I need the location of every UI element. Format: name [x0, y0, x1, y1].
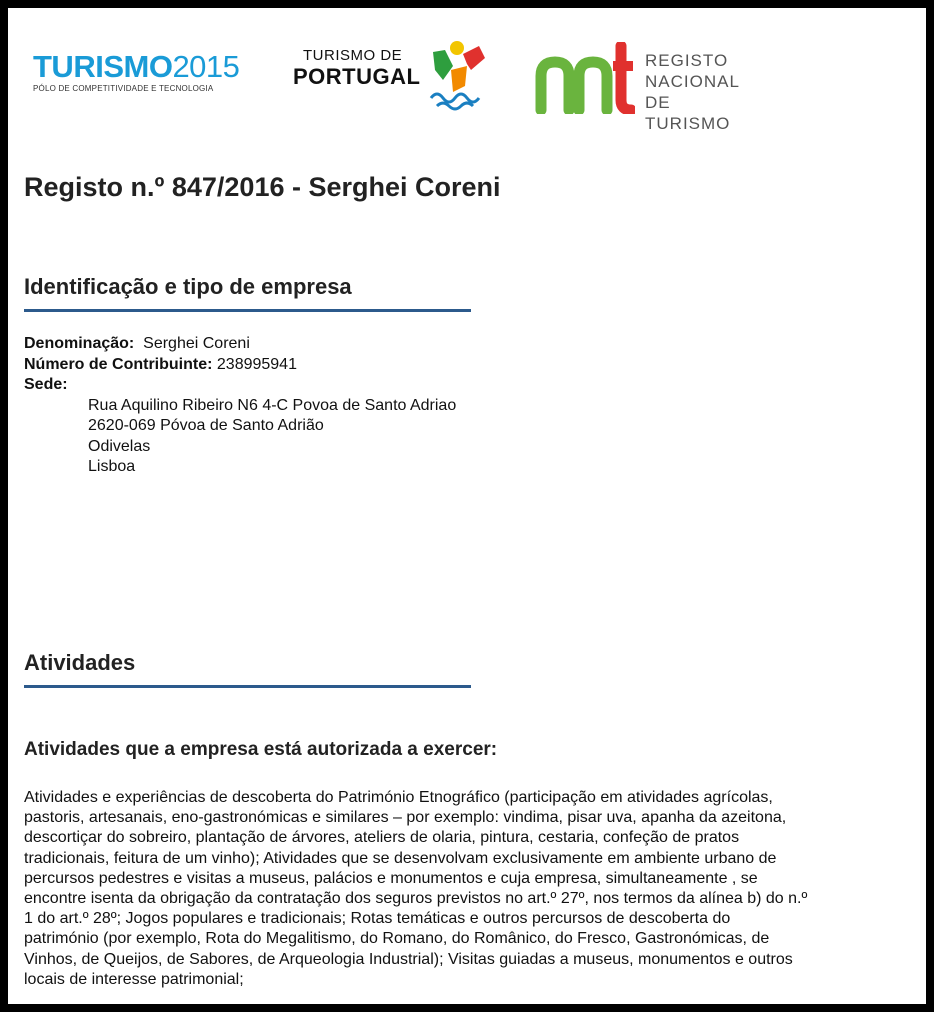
- paragraph-line: percursos pedestres e visitas a museus, palácios e monumentos e cuja empresa, simultaneamente , se: [24, 869, 758, 887]
- rnt-logo-line3: DE TURISMO: [645, 93, 731, 133]
- section-heading-identificacao: Identificação e tipo de empresa: [24, 274, 352, 299]
- turismo-2015-logo-subtitle: PÓLO DE COMPETITIVIDADE E TECNOLOGIA: [33, 84, 214, 93]
- paragraph-line: descortiçar do sobreiro, plantação de árvores, ateliers de olaria, pintura, cestaria, confeção de pratos: [24, 829, 740, 847]
- paragraph-line: património (por exemplo, Rota do Megalitismo, do Romano, do Românico, do Fresco, Gastronómicas, de: [24, 930, 770, 948]
- turismo-de-portugal-logo-line2: PORTUGAL: [293, 64, 421, 89]
- address-line: Lisboa: [88, 458, 136, 475]
- page-title: Registo n.º 847/2016 - Serghei Coreni: [24, 172, 501, 202]
- section-heading-atividades: Atividades: [24, 650, 136, 675]
- turismo-de-portugal-logo-line1: TURISMO DE: [303, 47, 403, 64]
- rnt-mark-icon: [535, 42, 635, 114]
- company-identification: [24, 334, 456, 478]
- activities-subheading: Atividades que a empresa está autorizada a exercer:: [24, 739, 498, 760]
- rnt-logo-line1: REGISTO: [645, 51, 729, 70]
- paragraph-line: Atividades e experiências de descoberta do Património Etnográfico (participação em atividades agrícolas,: [24, 789, 773, 806]
- denominacao-value: Serghei Coreni: [143, 335, 250, 352]
- address-line: 2620-069 Póvoa de Santo Adrião: [88, 417, 324, 434]
- sede-label: Sede:: [24, 376, 68, 393]
- turismo-2015-logo-word: TURISMO: [33, 49, 173, 84]
- paragraph-line: Vinhos, de Queijos, de Sabores, de Arqueologia Industrial); Visitas guiadas a museus, monumentos e outros: [24, 950, 793, 968]
- paragraph-line: locais de interesse patrimonial;: [24, 970, 244, 988]
- rnt-logo-line2: NACIONAL: [645, 72, 740, 91]
- paragraph-line: tradicionais, feitura de um vinho); Atividades que se desenvolvam exclusivamente em ambiente urbano de: [24, 849, 777, 867]
- sede-address: [24, 396, 456, 478]
- turismo-de-portugal-logo: [293, 48, 420, 90]
- rnt-logo: [535, 42, 740, 133]
- turismo-2015-logo-year: 2015: [172, 49, 240, 84]
- activities-description: [24, 788, 916, 990]
- section-divider: [24, 685, 471, 688]
- paragraph-line: pastoris, artesanais, eno-gastronómicas e similares – por exemplo: vindima, pisar uva, apanha da azeitona,: [24, 809, 787, 827]
- paragraph-line: 1 do art.º 28º; Jogos populares e tradicionais; Rotas temáticas e outros percursos de descoberta do: [24, 910, 731, 928]
- nif-label: Número de Contribuinte:: [24, 355, 213, 373]
- turismo-2015-logo: [33, 49, 240, 93]
- address-line: Odivelas: [88, 437, 151, 455]
- section-divider: [24, 309, 471, 312]
- paragraph-line: encontre isenta da obrigação da contratação dos seguros previstos no art.º 27º, nos termos da alínea b) do n.º: [24, 890, 808, 908]
- denominacao-label: Denominação:: [24, 335, 135, 352]
- denominacao-row: [24, 334, 456, 355]
- nif-row: [24, 355, 456, 376]
- address-line: Rua Aquilino Ribeiro N6 4-C Povoa de Santo Adriao: [88, 396, 457, 414]
- nif-value: 238995941: [216, 355, 297, 373]
- document-page: [8, 8, 926, 1004]
- turismo-de-portugal-mark-icon: [423, 40, 493, 112]
